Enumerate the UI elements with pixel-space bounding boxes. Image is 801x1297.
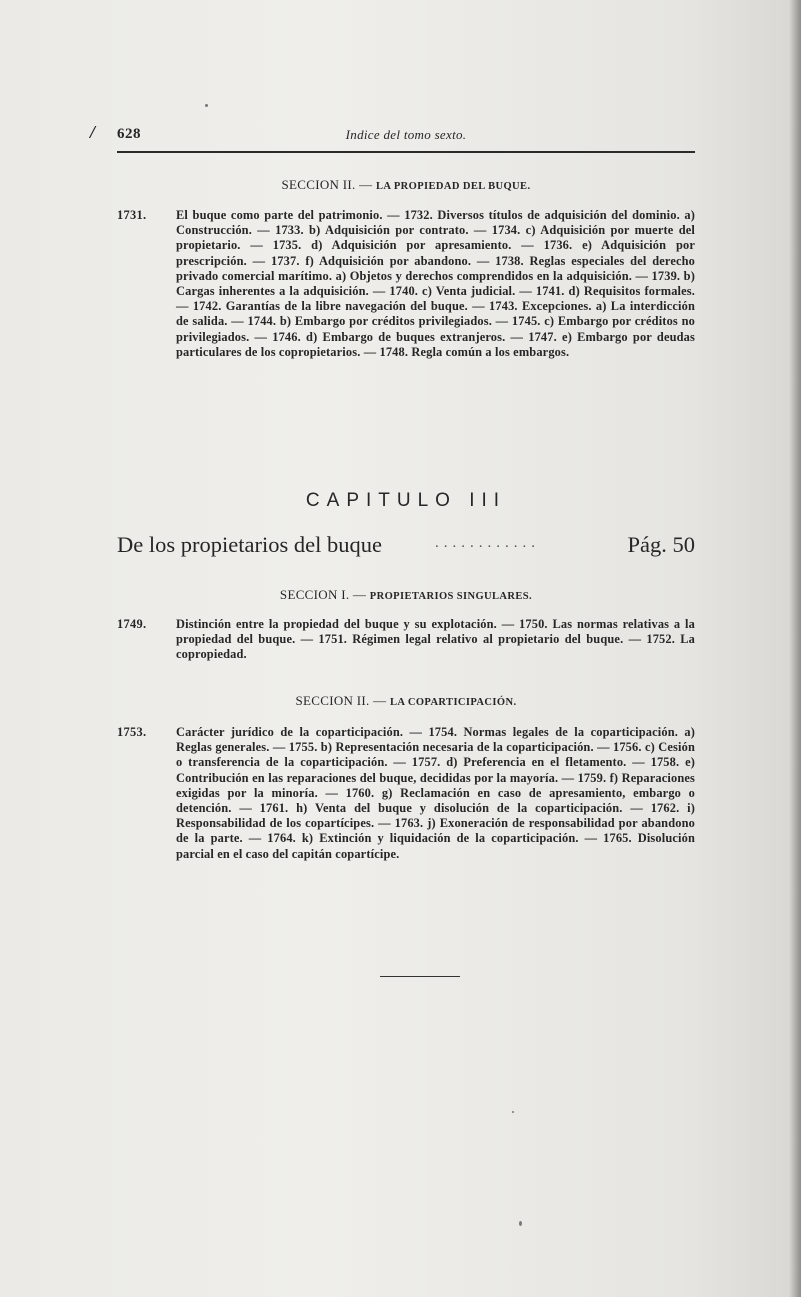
entry-text: El buque como parte del patrimonio. — 1732. Diversos títulos de adquisición del dominio. a) Construcción. — 1733. b) Adquisición por contrato. — 1734. c) Adquisición por muerte del propietario. — 1735. d) Adquisición por apresamiento. — 1736. e) Adquisición por prescripción. — 1737. f) Adquisición por abandono. — 1738. Reglas especiales del derecho privado comercial marítimo. a) Objetos y derechos comprendidos en la adquisición. — 1739. b) Cargas inherentes a la adquisición. — 1740. c) Venta judicial. — 1741. d) Requisitos formales. — 1742. Garantías de la libre navegación del buque. — 1743. Excepciones. a) La interdicción de salida. — 1744. b) Embargo por créditos privilegiados. — 1745. c) Embargo por créditos no privilegiados. — 1746. d) Embargo de buques extranjeros. — 1747. e) Embargo por deudas particulares de los copropietarios. — 1748. Regla común a los embargos. — [176, 208, 695, 359]
section-label: SECCION I. — — [279, 587, 367, 602]
section-heading-propiedad — [117, 177, 695, 193]
section-label: SECCION II. — — [295, 693, 387, 708]
page-number: 628 — [117, 126, 141, 142]
running-head — [117, 126, 695, 148]
paper-speck — [205, 104, 208, 107]
section-label: SECCION II. — — [281, 177, 373, 192]
section-heading-coparticipacion — [117, 693, 695, 709]
section-title: PROPIETARIOS SINGULARES. — [369, 591, 533, 602]
index-entry-1753 — [117, 725, 695, 862]
leader-dots: ............ — [435, 535, 540, 551]
page-edge-shadow — [789, 0, 801, 1297]
entry-text: Distinción entre la propiedad del buque y su explotación. — 1750. Las normas relativas a la propiedad del buque. — 1751. Régimen legal relativo al propietario del buque. — 1752. La copropiedad. — [176, 617, 695, 662]
paper-speck — [519, 1221, 522, 1226]
header-rule — [117, 151, 695, 153]
chapter-page-reference: Pág. 50 — [627, 532, 695, 557]
paragraph-number: 1731. — [117, 208, 147, 222]
end-rule — [380, 976, 460, 977]
paragraph-number: 1753. — [117, 725, 147, 739]
chapter-title: CAPITULO III — [305, 490, 507, 511]
paragraph-number: 1749. — [117, 617, 147, 631]
index-entry-1749 — [117, 617, 695, 663]
running-title: Indice del tomo sexto. — [345, 127, 467, 142]
section-heading-propietarios — [117, 587, 695, 603]
pencil-tick-mark: / — [90, 122, 96, 142]
index-entry-1731 — [117, 208, 695, 360]
section-title: LA COPARTICIPACIÓN. — [390, 697, 517, 708]
paper-speck — [512, 1111, 514, 1113]
entry-text: Carácter jurídico de la coparticipación. — 1754. Normas legales de la coparticipación. a) Reglas generales. — 1755. b) Representación necesaria de la coparticipación. — 1756. c) Cesión o transferencia de la coparticipación. — 1757. d) Preferencia en el fletamento. — 1758. e) Contribución en las reparaciones del buque, decididas por la mayoría. — 1759. f) Reparaciones exigidas por la minoría. — 1760. g) Reclamación en caso de apresamiento, embargo o detención. — 1761. h) Venta del buque y disolución de la coparticipación. — 1762. i) Responsabilidad de los copartícipes. — 1763. j) Exoneración de responsabilidad por abandono de la parte. — 1764. k) Extinción y liquidación de la coparticipación. — 1765. Disolución parcial en el caso del capitán copartícipe. — [176, 725, 695, 861]
chapter-name: De los propietarios del buque — [117, 532, 382, 557]
section-title: LA PROPIEDAD DEL BUQUE. — [376, 181, 531, 192]
chapter-toc-line — [117, 532, 695, 564]
